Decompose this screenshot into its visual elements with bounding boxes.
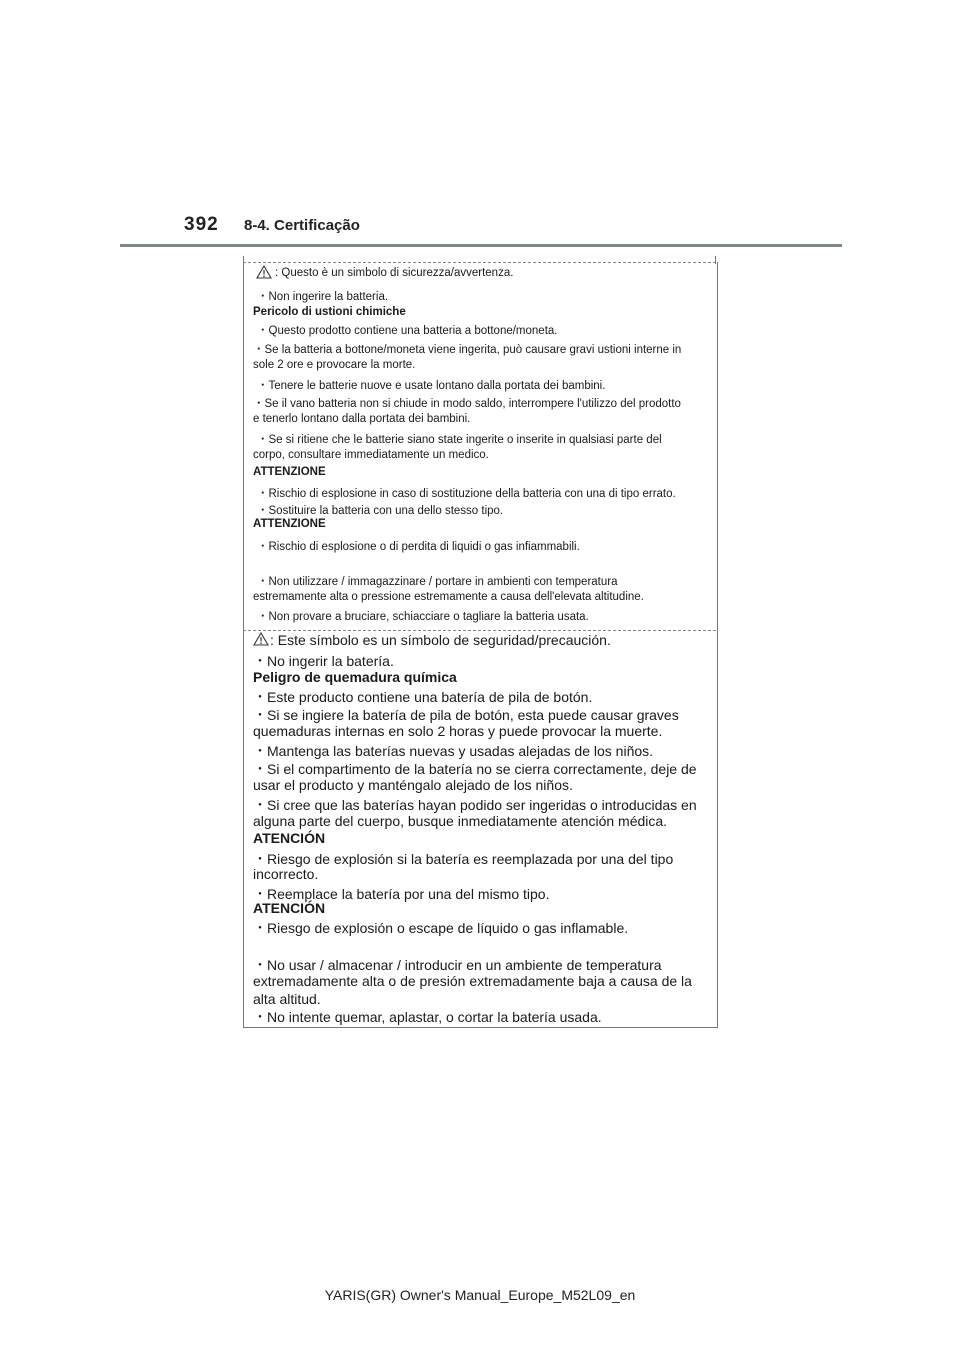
spanish-line: ・No ingerir la batería. xyxy=(253,653,394,669)
spanish-line: ・Si el compartimento de la batería no se cierra correctamente, deje de xyxy=(253,761,697,777)
warning-triangle-icon xyxy=(253,632,269,646)
spanish-line: ・Riesgo de explosión si la batería es reemplazada por una del tipo xyxy=(253,851,674,867)
italian-line: ・Questo prodotto contiene una batteria a bottone/moneta. xyxy=(257,325,558,337)
page-number: 392 xyxy=(184,214,219,235)
spanish-warning-symbol-text: : Este símbolo es un símbolo de seguridad/precaución. xyxy=(270,632,611,648)
italian-line: ・Se si ritiene che le batterie siano state ingerite o inserite in qualsiasi parte del xyxy=(257,434,662,446)
italian-line: estremamente alta o pressione estremamente a causa dell'elevata altitudine. xyxy=(253,591,644,603)
spanish-line: ・No intente quemar, aplastar, o cortar la batería usada. xyxy=(253,1009,602,1025)
italian-line: ・Se la batteria a bottone/moneta viene ingerita, può causare gravi ustioni interne in xyxy=(253,344,682,356)
italian-heading: Pericolo di ustioni chimiche xyxy=(253,306,406,318)
spanish-attention-heading: ATENCIÓN xyxy=(253,830,326,846)
spanish-line: extremadamente alta o de presión extremadamente baja a causa de la xyxy=(253,973,692,989)
spanish-attention-heading: ATENCIÓN xyxy=(253,900,326,916)
spanish-line: usar el producto y manténgalo alejado de los niños. xyxy=(253,777,573,793)
spanish-line: ・No usar / almacenar / introducir en un ambiente de temperatura xyxy=(253,957,662,973)
spanish-line: ・Si cree que las baterías hayan podido ser ingeridas o introducidas en xyxy=(253,797,697,813)
italian-line: corpo, consultare immediatamente un medico. xyxy=(253,449,489,461)
header-rule xyxy=(120,244,842,247)
spanish-heading: Peligro de quemadura química xyxy=(253,669,457,685)
box-top-divider xyxy=(243,262,716,263)
italian-line: ・Rischio di esplosione in caso di sostituzione della batteria con una di tipo errato. xyxy=(257,488,676,500)
italian-line: ・Non ingerire la batteria. xyxy=(257,291,389,303)
spanish-line: ・Este producto contiene una batería de pila de botón. xyxy=(253,689,593,705)
italian-line: sole 2 ore e provocare la morte. xyxy=(253,359,416,371)
italian-line: ・Se il vano batteria non si chiude in modo saldo, interrompere l'utilizzo del prodotto xyxy=(253,398,681,410)
italian-line: e tenerlo lontano dalla portata dei bambini. xyxy=(253,413,471,425)
italian-attention-heading: ATTENZIONE xyxy=(253,466,326,478)
spanish-line: alguna parte del cuerpo, busque inmediatamente atención médica. xyxy=(253,813,668,829)
spanish-line: ・Si se ingiere la batería de pila de botón, esta puede causar graves xyxy=(253,707,679,723)
language-divider xyxy=(243,630,716,631)
spanish-line: quemaduras internas en solo 2 horas y puede provocar la muerte. xyxy=(253,723,663,739)
spanish-line: alta altitud. xyxy=(253,991,321,1007)
italian-warning-symbol-text: : Questo è un simbolo di sicurezza/avvertenza. xyxy=(275,267,514,279)
italian-attention-heading: ATTENZIONE xyxy=(253,518,326,530)
italian-line: ・Sostituire la batteria con una dello stesso tipo. xyxy=(257,505,504,517)
spanish-line: incorrecto. xyxy=(253,866,319,882)
spanish-line: ・Reemplace la batería por una del mismo tipo. xyxy=(253,886,550,902)
italian-line: ・Non provare a bruciare, schiacciare o tagliare la batteria usata. xyxy=(257,611,589,623)
section-title: 8-4. Certificação xyxy=(244,217,360,234)
warning-triangle-icon xyxy=(256,265,272,279)
manual-footer: YARIS(GR) Owner's Manual_Europe_M52L09_en xyxy=(324,1287,636,1303)
italian-line: ・Non utilizzare / immagazzinare / portare in ambienti con temperatura xyxy=(257,576,618,588)
spanish-line: ・Riesgo de explosión o escape de líquido o gas inflamable. xyxy=(253,920,629,936)
spanish-line: ・Mantenga las baterías nuevas y usadas alejadas de los niños. xyxy=(253,743,654,759)
box-corner-tick xyxy=(243,256,244,264)
italian-line: ・Rischio di esplosione o di perdita di liquidi o gas infiammabili. xyxy=(257,541,580,553)
italian-line: ・Tenere le batterie nuove e usate lontano dalla portata dei bambini. xyxy=(257,380,606,392)
box-corner-tick xyxy=(715,256,716,264)
